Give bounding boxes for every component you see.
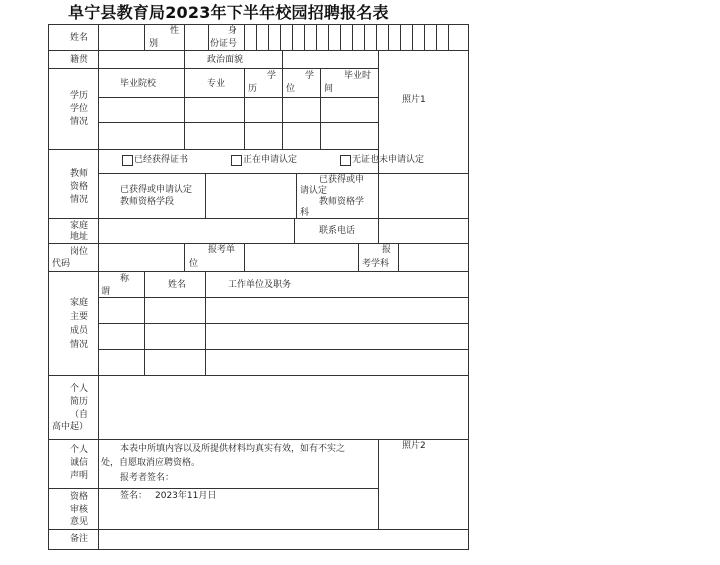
border-right bbox=[468, 24, 469, 550]
id-digit-box bbox=[400, 24, 401, 51]
family-label-2: 主要 bbox=[70, 312, 89, 322]
id-digit-box bbox=[352, 24, 353, 51]
gradtime-header-1: 毕业时 bbox=[344, 71, 372, 81]
declaration-label-1: 个人 bbox=[70, 445, 89, 455]
id-digit-box bbox=[376, 24, 377, 51]
apply-subject-label-1: 报 bbox=[382, 245, 392, 255]
rule-row-teacher bbox=[48, 218, 469, 219]
academic-header-2: 位 bbox=[286, 84, 296, 94]
rule-row-family bbox=[48, 375, 469, 376]
gradtime-header-2: 间 bbox=[324, 84, 334, 94]
id-digit-box bbox=[268, 24, 269, 51]
teacher-subject-label-1: 已获得或申 bbox=[319, 175, 365, 185]
degree-header-2: 历 bbox=[248, 84, 258, 94]
teacher-stage-label-2: 教师资格学段 bbox=[120, 197, 175, 207]
option-certified-label: 已经获得证书 bbox=[134, 155, 189, 165]
teacher-subject-label-2: 请认定 bbox=[300, 186, 328, 196]
address-label-1: 家庭 bbox=[70, 221, 89, 231]
family-label-3: 成员 bbox=[70, 326, 89, 336]
id-digit-box bbox=[292, 24, 293, 51]
id-digit-box bbox=[328, 24, 329, 51]
id-digit-box bbox=[436, 24, 437, 51]
registration-form-table bbox=[48, 24, 469, 550]
review-date: 2023年11月日 bbox=[155, 491, 217, 501]
id-digit-box bbox=[448, 24, 449, 51]
photo2-frame bbox=[378, 439, 379, 530]
teacher-label-1: 教师 bbox=[70, 169, 89, 179]
academic-header-1: 学 bbox=[305, 71, 315, 81]
option-none-checkbox[interactable] bbox=[340, 155, 351, 166]
option-applying-label: 正在申请认定 bbox=[243, 155, 298, 165]
declaration-text-2: 处，自愿取消应聘资格。 bbox=[101, 458, 201, 468]
declaration-label-3: 声明 bbox=[70, 471, 89, 481]
resume-label-2: 简历 bbox=[70, 397, 89, 407]
id-label-2: 份证号 bbox=[210, 39, 238, 49]
major-header: 专业 bbox=[207, 79, 226, 89]
remark-label: 备注 bbox=[70, 534, 89, 544]
relation-header-2: 谓 bbox=[101, 287, 111, 297]
apply-subject-label-2: 考学科 bbox=[362, 259, 390, 269]
degree-header-1: 学 bbox=[267, 71, 277, 81]
border-left bbox=[48, 24, 49, 550]
photo2-label: 照片2 bbox=[402, 441, 426, 451]
declaration-text-1: 本表中所填内容以及所提供材料均真实有效，如有不实之 bbox=[120, 444, 346, 454]
rule-row-post bbox=[48, 271, 469, 272]
review-label-2: 审核 bbox=[70, 505, 89, 515]
resume-label-1: 个人 bbox=[70, 384, 89, 394]
resume-label-4: 高中起） bbox=[52, 422, 89, 432]
family-label-4: 情况 bbox=[70, 340, 89, 350]
education-label-3: 情况 bbox=[70, 117, 89, 127]
name-label: 姓名 bbox=[70, 33, 89, 43]
declaration-label-2: 诚信 bbox=[70, 458, 89, 468]
education-label-2: 学位 bbox=[70, 104, 89, 114]
id-digit-box bbox=[280, 24, 281, 51]
post-label-2: 代码 bbox=[52, 259, 71, 269]
teacher-subject-label-4: 科 bbox=[300, 208, 310, 218]
review-label-3: 意见 bbox=[70, 517, 89, 527]
apply-unit-label-1: 报考单 bbox=[208, 245, 236, 255]
resume-label-3: （自 bbox=[70, 410, 89, 420]
declaration-signature: 报考者签名： bbox=[120, 473, 175, 483]
education-label-1: 学历 bbox=[70, 91, 89, 101]
apply-unit-label-2: 位 bbox=[189, 259, 199, 269]
post-label-1: 岗位 bbox=[70, 247, 89, 257]
gender-label-2: 别 bbox=[149, 39, 159, 49]
id-digit-box bbox=[316, 24, 317, 51]
id-digit-box bbox=[388, 24, 389, 51]
id-digit-box bbox=[256, 24, 257, 51]
photo1-label: 照片1 bbox=[402, 95, 426, 105]
review-sign: 签名： bbox=[120, 491, 148, 501]
review-label-1: 资格 bbox=[70, 492, 89, 502]
teacher-stage-label-1: 已获得或申请认定 bbox=[120, 185, 193, 195]
option-applying-checkbox[interactable] bbox=[231, 155, 242, 166]
address-label-2: 地址 bbox=[70, 232, 89, 242]
teacher-label-2: 资格 bbox=[70, 182, 89, 192]
family-label-1: 家庭 bbox=[70, 298, 89, 308]
id-digit-box bbox=[412, 24, 413, 51]
work-header: 工作单位及职务 bbox=[228, 280, 292, 290]
option-certified-checkbox[interactable] bbox=[122, 155, 133, 166]
rule-label-column bbox=[98, 24, 99, 550]
id-label-1: 身 bbox=[228, 26, 238, 36]
form-title: 阜宁县教育局2023年下半年校园招聘报名表 bbox=[68, 3, 389, 22]
id-digit-box bbox=[424, 24, 425, 51]
gender-label-1: 性 bbox=[170, 26, 180, 36]
teacher-subject-label-3: 教师资格学 bbox=[319, 197, 365, 207]
id-digit-box bbox=[304, 24, 305, 51]
phone-label: 联系电话 bbox=[319, 226, 356, 236]
id-digit-box bbox=[364, 24, 365, 51]
teacher-label-3: 情况 bbox=[70, 195, 89, 205]
border-bottom bbox=[48, 549, 469, 550]
political-label: 政治面貌 bbox=[207, 55, 244, 65]
rule-row-address bbox=[48, 243, 469, 244]
id-digit-box bbox=[340, 24, 341, 51]
rule-row-name bbox=[48, 50, 469, 51]
school-header: 毕业院校 bbox=[120, 79, 157, 89]
option-none-label: 无证也未申请认定 bbox=[352, 155, 425, 165]
border-top bbox=[48, 24, 469, 25]
rule-row-review bbox=[48, 529, 469, 530]
relation-header-1: 称 bbox=[120, 274, 130, 284]
origin-label: 籍贯 bbox=[70, 55, 89, 65]
member-name-header: 姓名 bbox=[168, 280, 187, 290]
